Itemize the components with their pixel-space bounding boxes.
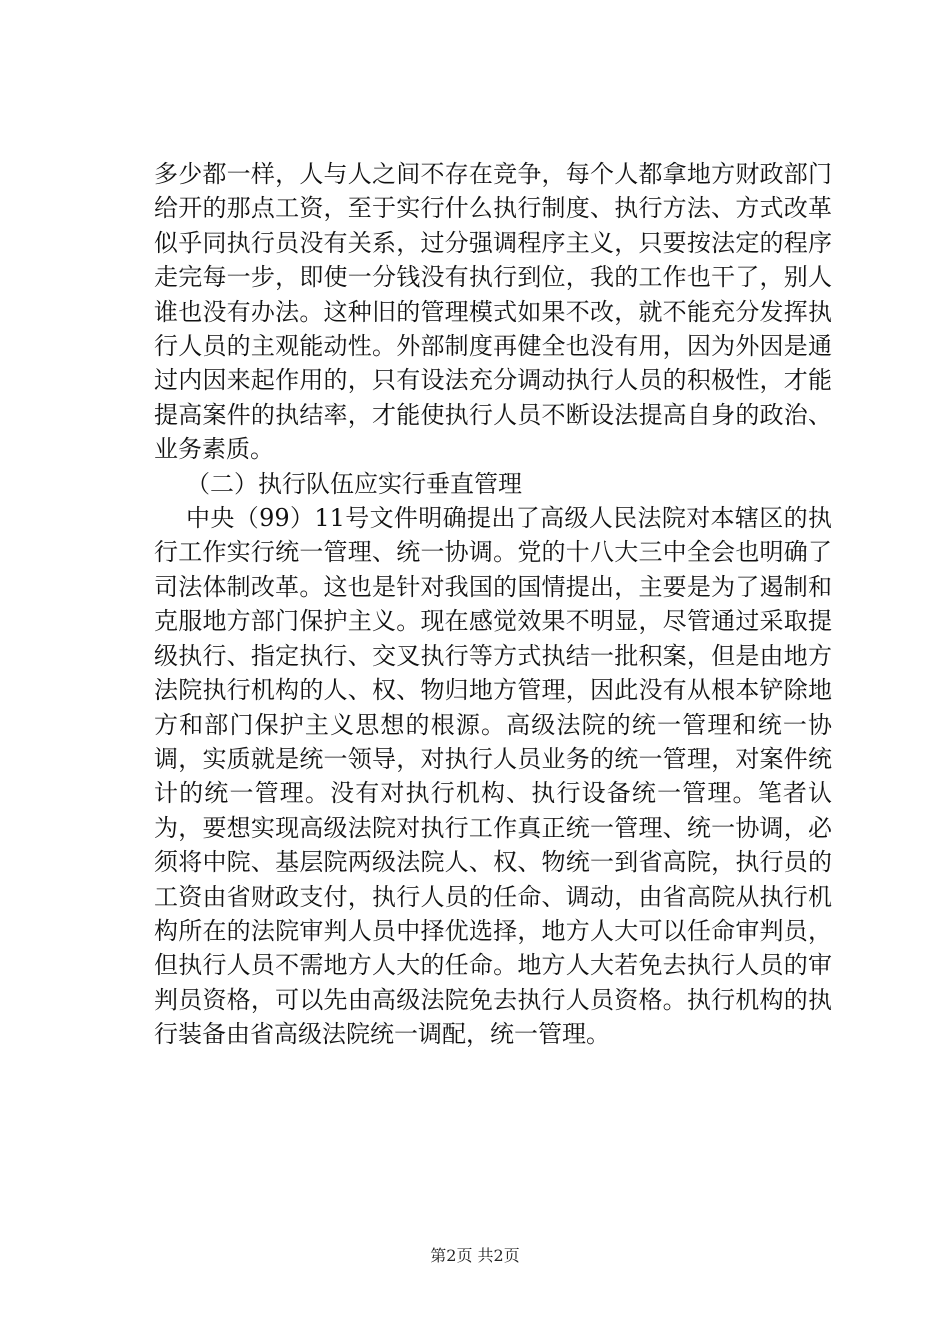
section-heading: （二）执行队伍应实行垂直管理	[186, 469, 522, 498]
page-footer: 第2页 共2页	[430, 1246, 520, 1265]
paragraph-continuation: 多少都一样，人与人之间不存在竞争，每个人都拿地方财政部门给开的那点工资，至于实行什么执行制度、执行方法、方式改革似乎同执行员没有关系，过分强调程序主义，只要按法定的程序走完每一步，即使一分钱没有执行到位，我的工作也干了，别人谁也没有办法。这种旧的管理模式如果不改，就不能充分发挥执行人员的主观能动性。外部制度再健全也没有用，因为外因是通过内因来起作用的，只有设法充分调动执行人员的积极性，才能提高案件的执结率，才能使执行人员不断设法提高自身的政治、业务素质。	[154, 160, 832, 464]
document-body	[154, 157, 832, 1052]
paragraph-body: 中央（99）11号文件明确提出了高级人民法院对本辖区的执行工作实行统一管理、统一协调。党的十八大三中全会也明确了司法体制改革。这也是针对我国的国情提出，主要是为了遏制和克服地方部门保护主义。现在感觉效果不明显，尽管通过采取提级执行、指定执行、交叉执行等方式执结一批积案，但是由地方法院执行机构的人、权、物归地方管理，因此没有从根本铲除地方和部门保护主义思想的根源。高级法院的统一管理和统一协调，实质就是统一领导，对执行人员业务的统一管理，对案件统计的统一管理。没有对执行机构、执行设备统一管理。笔者认为，要想实现高级法院对执行工作真正统一管理、统一协调，必须将中院、基层院两级法院人、权、物统一到省高院，执行员的工资由省财政支付，执行人员的任命、调动，由省高院从执行机构所在的法院审判人员中择优选择，地方人大可以任命审判员，但执行人员不需地方人大的任命。地方人大若免去执行人员的审判员资格，可以先由高级法院免去执行人员资格。执行机构的执行装备由省高级法院统一调配，统一管理。	[154, 504, 832, 1049]
